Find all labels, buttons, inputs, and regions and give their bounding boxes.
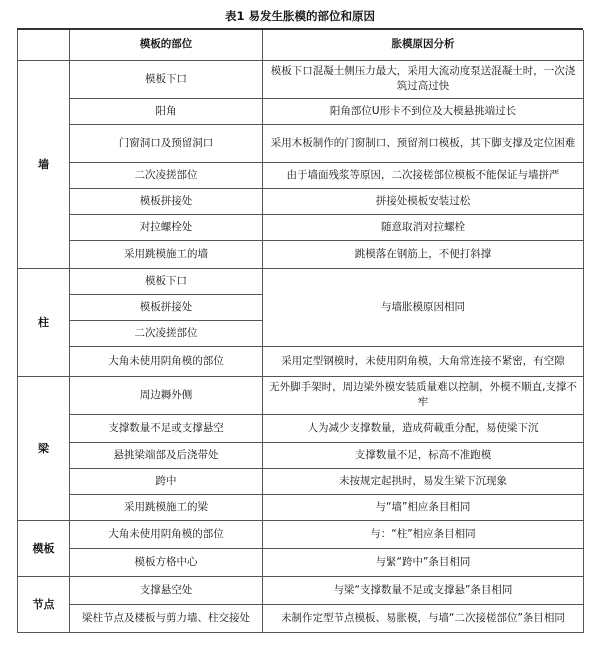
part-cell: 模板方格中心	[70, 548, 263, 576]
table-row	[18, 520, 584, 548]
part-cell: 支撑数量不足或支撑悬空	[70, 414, 263, 442]
part-cell: 模板拼接处	[70, 188, 263, 214]
reason-cell: 跳模落在钢筋上，不便打斜撑	[263, 240, 584, 268]
part-cell: 悬挑梁端部及后浇带处	[70, 442, 263, 468]
table-row	[18, 346, 584, 376]
part-cell: 梁柱节点及楼板与剪力墙、柱交接处	[70, 604, 263, 632]
table-row	[18, 98, 584, 124]
reason-cell: 采用木板制作的门窗制口、预留剂口模板，其下脚支撑及定位困难	[263, 124, 584, 162]
reason-cell: 与梁“支撑数量不足或支撑悬”条目相同	[263, 576, 584, 604]
table-container	[17, 5, 583, 633]
part-cell: 二次凌搓部位	[70, 320, 263, 346]
table-row	[18, 494, 584, 520]
table-row	[18, 124, 584, 162]
part-cell: 对拉螺栓处	[70, 214, 263, 240]
category-wall: 墙	[18, 60, 70, 268]
table-row	[18, 162, 584, 188]
part-cell: 跨中	[70, 468, 263, 494]
part-cell: 阳角	[70, 98, 263, 124]
part-cell: 门窗洞口及预留洞口	[70, 124, 263, 162]
category-beam: 梁	[18, 376, 70, 520]
table-row	[18, 576, 584, 604]
table-row	[18, 604, 584, 632]
part-cell: 采用跳模施工的墙	[70, 240, 263, 268]
table-row	[18, 548, 584, 576]
reason-cell: 未制作定型节点模板、易胀模，与墙“二次接槎部位”条目相同	[263, 604, 584, 632]
table-row	[18, 376, 584, 414]
part-cell: 大角未使用阴角模的部位	[70, 346, 263, 376]
category-formwork: 模板	[18, 520, 70, 576]
header-part: 模板的部位	[70, 30, 263, 60]
category-node: 节点	[18, 576, 70, 632]
part-cell: 模板下口	[70, 268, 263, 294]
part-cell: 二次凌搓部位	[70, 162, 263, 188]
table-row	[18, 442, 584, 468]
cause-table	[17, 30, 584, 633]
category-column: 柱	[18, 268, 70, 376]
part-cell: 模板下口	[70, 60, 263, 98]
reason-cell: 模板下口混凝土侧压力最大，采用大流动度泵送混凝土时，一次浇筑过高过快	[263, 60, 584, 98]
reason-cell: 与緊“跨中”条目相同	[263, 548, 584, 576]
header-reason: 胀模原因分析	[263, 30, 584, 60]
reason-cell: 未按规定起拱时，易发生梁下沉现象	[263, 468, 584, 494]
reason-cell: 阳角部位U形卡不到位及大模悬挑端过长	[263, 98, 584, 124]
part-cell: 模板拼接处	[70, 294, 263, 320]
header-empty	[18, 30, 70, 60]
reason-cell: 与“墙”相应条目相同	[263, 494, 584, 520]
reason-cell: 由于墙面残浆等原因，二次接槎部位模板不能保证与墙拼严	[263, 162, 584, 188]
table-row	[18, 60, 584, 98]
reason-cell: 与：“柱”相应条目相同	[263, 520, 584, 548]
table-row	[18, 240, 584, 268]
table-row	[18, 188, 584, 214]
header-row	[18, 30, 584, 60]
table-row	[18, 468, 584, 494]
reason-cell: 采用定型钢模时，未使用阴角模，大角常连接不紧密，有空隙	[263, 346, 584, 376]
part-cell: 采用跳模施工的梁	[70, 494, 263, 520]
reason-cell: 拼接处模板安装过松	[263, 188, 584, 214]
table-title: 表1 易发生胀模的部位和原因	[17, 5, 583, 30]
reason-cell: 人为减少支撑数量，造成荷載重分配，易使梁下沉	[263, 414, 584, 442]
reason-cell: 支撑数量不足，标高不准跑模	[263, 442, 584, 468]
reason-cell: 随意取消对拉螺栓	[263, 214, 584, 240]
reason-cell: 无外脚手架时，周边梁外模安装质量难以控制，外模不顺直,支撑不牢	[263, 376, 584, 414]
part-cell: 支撑悬空处	[70, 576, 263, 604]
table-row	[18, 214, 584, 240]
reason-cell: 与墙胀模原因相同	[263, 268, 584, 346]
part-cell: 大角未使用阴角模的部位	[70, 520, 263, 548]
part-cell: 周边耨外侧	[70, 376, 263, 414]
table-row	[18, 268, 584, 294]
table-row	[18, 414, 584, 442]
